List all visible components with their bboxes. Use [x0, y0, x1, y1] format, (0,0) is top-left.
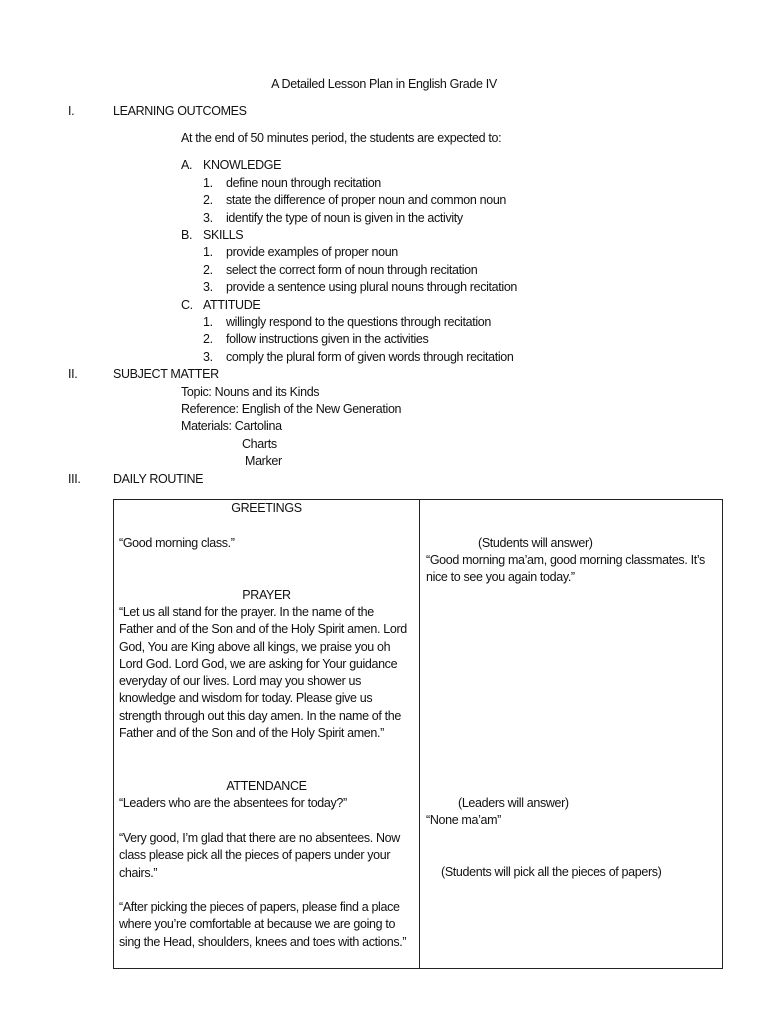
section-heading-daily-routine: DAILY ROUTINE: [113, 472, 204, 486]
prayer-text: “Let us all stand for the prayer. In the name of the Father and of the Son and of the Holy Spirit amen. Lord God, You are King above all kings, we praise you oh Lord God. Lord God, we are asking for Your guidance everyday of our lives. Lord may you shower us knowledge and wisdom for today. Please give us strength through out this day amen. In the name of the Father and of the Son and of the Holy Spirit amen.”: [119, 605, 407, 741]
prayer-heading: PRAYER: [242, 588, 291, 602]
teacher-column: [114, 500, 420, 969]
subject-topic: Topic: Nouns and its Kinds: [181, 385, 320, 399]
list-item: define noun through recitation: [226, 176, 381, 190]
attendance-heading: ATTENDANCE: [226, 779, 307, 793]
outcome-attitude-label: ATTITUDE: [203, 298, 261, 312]
outcome-letter: B.: [181, 228, 193, 242]
list-item: state the difference of proper noun and common noun: [226, 193, 507, 207]
section-number: I.: [68, 104, 75, 118]
subject-reference: Reference: English of the New Generation: [181, 402, 402, 416]
attendance-question: “Leaders who are the absentees for today?”: [119, 796, 347, 810]
document-title: A Detailed Lesson Plan in English Grade IV: [271, 77, 497, 91]
list-item: willingly respond to the questions through recitation: [226, 315, 491, 329]
section-number: II.: [68, 367, 78, 381]
daily-routine-table: [113, 499, 723, 969]
section-number: III.: [68, 472, 81, 486]
greetings-teacher-line: “Good morning class.”: [119, 536, 235, 550]
attendance-leader-response: “None ma’am”: [426, 813, 501, 827]
subject-material-item: Charts: [242, 437, 277, 451]
greetings-heading: GREETINGS: [231, 501, 302, 515]
greetings-student-response: “Good morning ma’am, good morning classmates. It’s nice to see you again today.”: [426, 553, 705, 585]
list-item-number: 1.: [203, 315, 213, 329]
list-item-number: 3.: [203, 280, 213, 294]
list-item-number: 2.: [203, 263, 213, 277]
list-item: select the correct form of noun through recitation: [226, 263, 478, 277]
list-item: provide a sentence using plural nouns through recitation: [226, 280, 518, 294]
list-item-number: 3.: [203, 350, 213, 364]
subject-material-item: Marker: [245, 454, 282, 468]
section-heading-learning-outcomes: LEARNING OUTCOMES: [113, 104, 247, 118]
subject-materials: Materials: Cartolina: [181, 419, 282, 433]
outcome-knowledge-label: KNOWLEDGE: [203, 158, 282, 172]
list-item-number: 1.: [203, 245, 213, 259]
attendance-leader-note: (Leaders will answer): [458, 796, 569, 810]
list-item-number: 1.: [203, 176, 213, 190]
intro-text: At the end of 50 minutes period, the students are expected to:: [181, 131, 502, 145]
outcome-skills-label: SKILLS: [203, 228, 244, 242]
student-column: [420, 500, 723, 969]
after-picking-text: “After picking the pieces of papers, please find a place where you’re comfortable at because we are going to sing the Head, shoulders, knees and toes with actions.”: [119, 900, 407, 949]
greetings-student-note: (Students will answer): [478, 536, 593, 550]
list-item-number: 3.: [203, 211, 213, 225]
list-item-number: 2.: [203, 193, 213, 207]
section-heading-subject-matter: SUBJECT MATTER: [113, 367, 219, 381]
attendance-good-text: “Very good, I’m glad that there are no absentees. Now class please pick all the pieces of papers under your chairs.”: [119, 831, 400, 880]
students-pick-note: (Students will pick all the pieces of papers): [441, 865, 662, 879]
outcome-letter: A.: [181, 158, 193, 172]
list-item: provide examples of proper noun: [226, 245, 398, 259]
list-item: comply the plural form of given words through recitation: [226, 350, 514, 364]
outcome-letter: C.: [181, 298, 193, 312]
list-item: follow instructions given in the activities: [226, 332, 429, 346]
list-item: identify the type of noun is given in the activity: [226, 211, 463, 225]
list-item-number: 2.: [203, 332, 213, 346]
